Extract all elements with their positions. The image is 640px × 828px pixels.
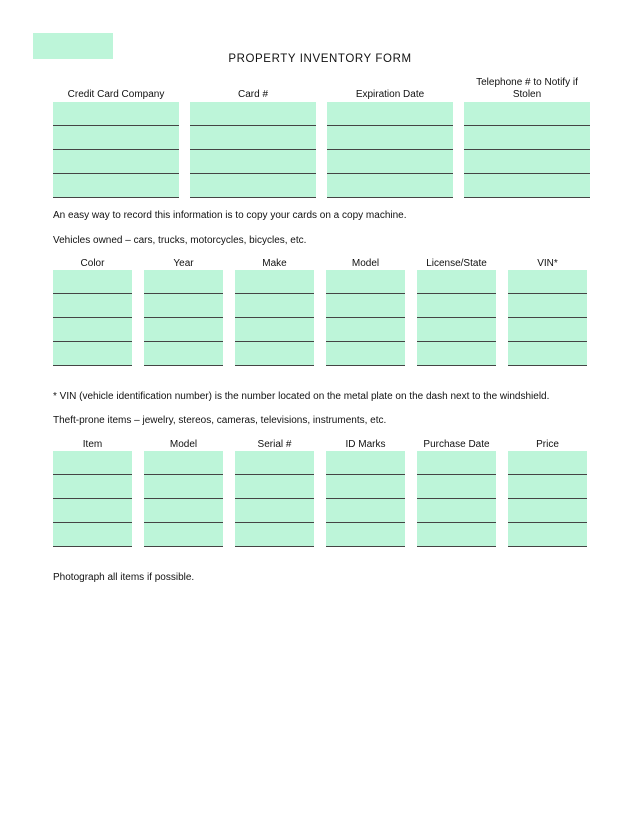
items-field[interactable] bbox=[235, 523, 314, 547]
vehicles-field[interactable] bbox=[235, 270, 314, 294]
items-header-4: ID Marks bbox=[345, 439, 386, 450]
cards-field[interactable] bbox=[327, 126, 453, 150]
vehicles-field[interactable] bbox=[235, 294, 314, 318]
items-header-3: Serial # bbox=[257, 439, 292, 450]
vehicles-field[interactable] bbox=[53, 294, 132, 318]
vehicles-header-5: License/State bbox=[426, 258, 487, 269]
items-field[interactable] bbox=[235, 451, 314, 475]
cards-header-3: Expiration Date bbox=[355, 89, 425, 100]
vehicles-field[interactable] bbox=[417, 318, 496, 342]
vehicles-intro: Vehicles owned – cars, trucks, motorcycles, bicycles, etc. bbox=[53, 235, 307, 246]
items-field[interactable] bbox=[53, 475, 132, 499]
page-title: PROPERTY INVENTORY FORM bbox=[228, 53, 412, 65]
items-field[interactable] bbox=[326, 475, 405, 499]
cards-field[interactable] bbox=[53, 126, 179, 150]
items-field[interactable] bbox=[144, 499, 223, 523]
cards-field[interactable] bbox=[327, 102, 453, 126]
items-field[interactable] bbox=[235, 475, 314, 499]
cards-field[interactable] bbox=[464, 102, 590, 126]
cards-field[interactable] bbox=[327, 174, 453, 198]
vehicles-field[interactable] bbox=[417, 342, 496, 366]
items-header-6: Price bbox=[536, 439, 559, 450]
cards-field[interactable] bbox=[190, 102, 316, 126]
items-field[interactable] bbox=[417, 523, 496, 547]
cards-header-2: Card # bbox=[237, 89, 268, 100]
cards-field[interactable] bbox=[464, 174, 590, 198]
items-field[interactable] bbox=[326, 451, 405, 475]
vehicles-field[interactable] bbox=[235, 318, 314, 342]
cards-header-4: Telephone # to Notify if Stolen bbox=[476, 77, 578, 100]
vehicles-field[interactable] bbox=[53, 318, 132, 342]
items-header-2: Model bbox=[169, 439, 198, 450]
items-field[interactable] bbox=[144, 475, 223, 499]
items-field[interactable] bbox=[508, 475, 587, 499]
items-field[interactable] bbox=[144, 451, 223, 475]
vehicles-field[interactable] bbox=[53, 342, 132, 366]
items-field[interactable] bbox=[53, 451, 132, 475]
vehicles-header-3: Make bbox=[262, 258, 287, 269]
cards-header-1: Credit Card Company bbox=[67, 89, 165, 100]
items-field[interactable] bbox=[508, 451, 587, 475]
cards-field[interactable] bbox=[190, 150, 316, 174]
vehicles-field[interactable] bbox=[508, 270, 587, 294]
vehicles-field[interactable] bbox=[326, 318, 405, 342]
vehicles-field[interactable] bbox=[144, 318, 223, 342]
items-field[interactable] bbox=[235, 499, 314, 523]
vehicles-header-6: VIN* bbox=[537, 258, 558, 269]
vehicles-field[interactable] bbox=[417, 270, 496, 294]
vehicles-field[interactable] bbox=[144, 342, 223, 366]
vehicles-header-4: Model bbox=[351, 258, 380, 269]
vehicles-header-2: Year bbox=[173, 258, 194, 269]
cards-field[interactable] bbox=[190, 174, 316, 198]
cards-field[interactable] bbox=[53, 174, 179, 198]
cards-field[interactable] bbox=[190, 126, 316, 150]
vehicles-field[interactable] bbox=[235, 342, 314, 366]
cards-field[interactable] bbox=[464, 126, 590, 150]
items-field[interactable] bbox=[53, 499, 132, 523]
vehicles-field[interactable] bbox=[326, 294, 405, 318]
vehicles-field[interactable] bbox=[144, 294, 223, 318]
cards-field[interactable] bbox=[464, 150, 590, 174]
vin-note: * VIN (vehicle identification number) is the number located on the metal plate on the dash next to the windshield. bbox=[53, 391, 550, 402]
vehicles-field[interactable] bbox=[144, 270, 223, 294]
vehicles-field[interactable] bbox=[326, 270, 405, 294]
items-header-5: Purchase Date bbox=[423, 439, 490, 450]
vehicles-field[interactable] bbox=[417, 294, 496, 318]
items-field[interactable] bbox=[417, 499, 496, 523]
items-intro: Theft-prone items – jewelry, stereos, cameras, televisions, instruments, etc. bbox=[53, 415, 387, 426]
cards-field[interactable] bbox=[53, 102, 179, 126]
vehicles-header-1: Color bbox=[80, 258, 105, 269]
items-field[interactable] bbox=[144, 523, 223, 547]
cards-field[interactable] bbox=[327, 150, 453, 174]
photo-note: Photograph all items if possible. bbox=[53, 572, 195, 583]
items-header-1: Item bbox=[82, 439, 103, 450]
vehicles-field[interactable] bbox=[508, 294, 587, 318]
items-field[interactable] bbox=[326, 523, 405, 547]
items-field[interactable] bbox=[53, 523, 132, 547]
cards-field[interactable] bbox=[53, 150, 179, 174]
items-field[interactable] bbox=[326, 499, 405, 523]
items-field[interactable] bbox=[417, 451, 496, 475]
vehicles-field[interactable] bbox=[508, 342, 587, 366]
vehicles-field[interactable] bbox=[508, 318, 587, 342]
items-field[interactable] bbox=[417, 475, 496, 499]
vehicles-field[interactable] bbox=[326, 342, 405, 366]
items-field[interactable] bbox=[508, 523, 587, 547]
items-field[interactable] bbox=[508, 499, 587, 523]
vehicles-field[interactable] bbox=[53, 270, 132, 294]
cards-note: An easy way to record this information is to copy your cards on a copy machine. bbox=[53, 210, 407, 221]
